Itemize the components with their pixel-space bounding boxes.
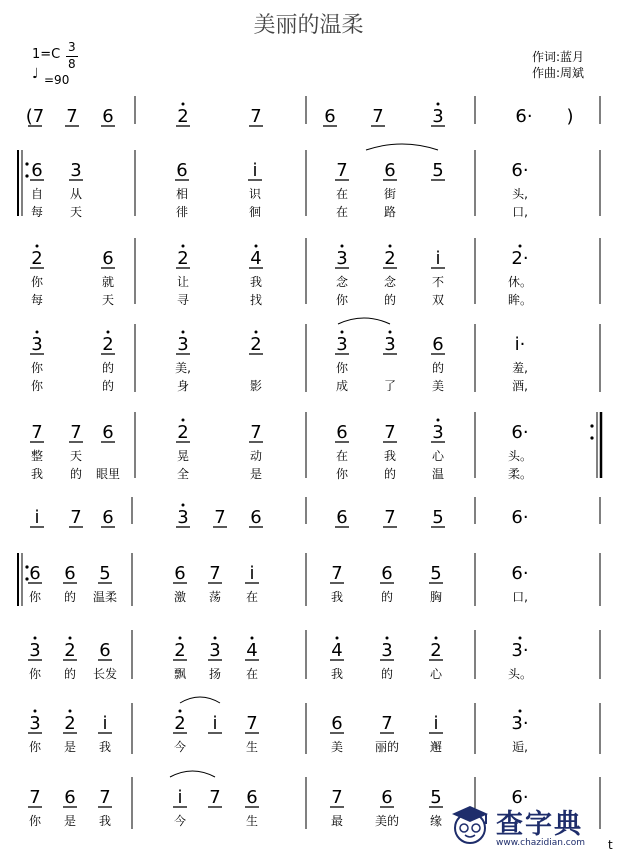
- lyric: 生: [245, 740, 259, 754]
- note: 7: [209, 563, 221, 584]
- note: 6·: [515, 106, 533, 127]
- slur: [180, 697, 220, 703]
- octave-dot: [34, 710, 37, 713]
- octave-dot: [435, 637, 438, 640]
- note: 6: [102, 248, 114, 269]
- note: 6·: [511, 160, 529, 181]
- note: i: [177, 787, 183, 808]
- octave-dot: [519, 710, 522, 713]
- lyric: 今: [173, 740, 187, 754]
- note: 7: [381, 713, 393, 734]
- note: 2: [384, 248, 396, 269]
- octave-dot: [182, 331, 185, 334]
- note: i: [102, 713, 108, 734]
- lyric: 酒,: [512, 379, 528, 393]
- lyric: 的: [383, 293, 397, 307]
- note: 2: [177, 106, 189, 127]
- lyric: 寻: [176, 293, 190, 307]
- note: 6: [102, 507, 114, 528]
- octave-dot: [182, 504, 185, 507]
- lyric: 的: [383, 467, 397, 481]
- lyric: 每: [30, 205, 44, 219]
- lyric: 双: [431, 293, 445, 307]
- note: 6: [384, 160, 396, 181]
- note: 6: [432, 334, 444, 355]
- note: ): [566, 106, 574, 127]
- slur: [170, 771, 215, 777]
- octave-dot: [519, 245, 522, 248]
- student-mascot-icon: [448, 802, 492, 846]
- lyric: 念: [335, 275, 349, 289]
- note: 6: [29, 563, 41, 584]
- quarter-note-icon: ♩: [32, 66, 39, 82]
- octave-dot: [386, 637, 389, 640]
- note: 6: [336, 422, 348, 443]
- lyric: 荡: [208, 590, 222, 604]
- note: 6: [64, 787, 76, 808]
- lyric: 是: [63, 740, 77, 754]
- lyric: 眸。: [507, 293, 533, 307]
- lyric: 的: [380, 667, 394, 681]
- note: 6: [31, 160, 43, 181]
- octave-dot: [179, 710, 182, 713]
- lyric: 你: [28, 590, 42, 604]
- lyric: 你: [30, 361, 44, 375]
- octave-dot: [389, 245, 392, 248]
- note: 3: [70, 160, 82, 181]
- note: 2: [31, 248, 43, 269]
- note: 7: [331, 787, 343, 808]
- note: i: [252, 160, 258, 181]
- note: 7: [331, 563, 343, 584]
- lyric: 我: [330, 590, 344, 604]
- lyric: 了: [383, 379, 397, 393]
- lyric: 在: [245, 590, 259, 604]
- note: 7: [70, 507, 82, 528]
- note: 6: [381, 563, 393, 584]
- note: 6: [324, 106, 336, 127]
- note: 2: [174, 640, 186, 661]
- note: 3: [29, 713, 41, 734]
- note: 6·: [511, 507, 529, 528]
- lyric: 我: [383, 449, 397, 463]
- note: 2: [250, 334, 262, 355]
- note: 7: [384, 422, 396, 443]
- lyric: 身: [176, 379, 190, 393]
- octave-dot: [389, 331, 392, 334]
- lyric: 你: [335, 361, 349, 375]
- note: 4: [250, 248, 262, 269]
- note: 6: [331, 713, 343, 734]
- lyric: 动: [249, 449, 263, 463]
- octave-dot: [36, 245, 39, 248]
- lyric: 识: [248, 187, 262, 201]
- note: 3: [29, 640, 41, 661]
- octave-dot: [255, 331, 258, 334]
- note: 6·: [511, 563, 529, 584]
- lyric: 是: [63, 814, 77, 828]
- note: (7: [25, 106, 45, 127]
- octave-dot: [255, 245, 258, 248]
- lyric: 的: [63, 667, 77, 681]
- note: 6: [64, 563, 76, 584]
- octave-dot: [437, 419, 440, 422]
- repeat-dot: [25, 162, 28, 165]
- lyric: 晃: [176, 449, 190, 463]
- lyric: 成: [335, 379, 349, 393]
- note: 6: [102, 106, 114, 127]
- note: 5: [99, 563, 111, 584]
- lyric: 羞,: [512, 361, 528, 375]
- lyric: 胸: [429, 590, 443, 604]
- lyric: 全: [176, 467, 190, 481]
- octave-dot: [179, 637, 182, 640]
- lyric: 生: [245, 814, 259, 828]
- lyric: 头。: [507, 667, 533, 681]
- octave-dot: [341, 245, 344, 248]
- note: 2: [64, 640, 76, 661]
- note: 5: [430, 787, 442, 808]
- note: i: [212, 713, 218, 734]
- lyricist-credit: 作词:蓝月: [532, 50, 585, 64]
- note: 7: [66, 106, 78, 127]
- note: 7: [250, 106, 262, 127]
- lyric: 影: [249, 379, 263, 393]
- note: 6: [246, 787, 258, 808]
- lyric: 缘: [429, 814, 443, 828]
- octave-dot: [182, 245, 185, 248]
- lyric: 让: [176, 275, 190, 289]
- lyric: 相: [175, 187, 189, 201]
- note: i: [34, 507, 40, 528]
- note: 3: [384, 334, 396, 355]
- octave-dot: [69, 710, 72, 713]
- lyric: 整: [30, 449, 44, 463]
- slur: [338, 318, 390, 324]
- lyric: 眼里: [95, 467, 121, 481]
- lyric: 在: [335, 187, 349, 201]
- lyric: 念: [383, 275, 397, 289]
- lyric: 美,: [175, 361, 191, 375]
- song-title: 美丽的温柔: [253, 13, 364, 38]
- lyric: 今: [173, 814, 187, 828]
- note: 3: [336, 248, 348, 269]
- note: 7: [29, 787, 41, 808]
- lyric: 飘: [173, 667, 187, 681]
- slur: [366, 144, 438, 150]
- lyric: 的: [431, 361, 445, 375]
- octave-dot: [437, 103, 440, 106]
- note: 6·: [511, 787, 529, 808]
- note: 5: [430, 563, 442, 584]
- lyric: 天: [69, 205, 83, 219]
- lyric: 徊: [248, 205, 262, 219]
- lyric: 心: [429, 667, 443, 681]
- note: 2·: [511, 248, 529, 269]
- lyric: 我: [98, 740, 112, 754]
- note: 3: [336, 334, 348, 355]
- octave-dot: [214, 637, 217, 640]
- lyric: 我: [30, 467, 44, 481]
- note: 2: [64, 713, 76, 734]
- note: 3: [177, 334, 189, 355]
- note: 3·: [511, 640, 529, 661]
- note: 3: [177, 507, 189, 528]
- lyric: 最: [330, 814, 344, 828]
- repeat-dot: [590, 424, 593, 427]
- lyric: 美: [330, 740, 344, 754]
- time-signature-bottom: 8: [68, 57, 76, 71]
- lyric: 美: [431, 379, 445, 393]
- lyric: 天: [101, 293, 115, 307]
- lyric: 我: [98, 814, 112, 828]
- lyric: 逅,: [512, 740, 528, 754]
- lyric: 你: [28, 814, 42, 828]
- note: 7: [384, 507, 396, 528]
- note: 2: [177, 248, 189, 269]
- lyric: 自: [30, 187, 44, 201]
- lyric: 我: [249, 275, 263, 289]
- lyric: 你: [335, 467, 349, 481]
- lyric: 找: [249, 293, 263, 307]
- lyric: 休。: [507, 275, 533, 289]
- lyric: 你: [335, 293, 349, 307]
- note: 3: [432, 422, 444, 443]
- lyric: 就: [101, 275, 115, 289]
- lyric: 柔。: [507, 467, 533, 481]
- note: 3·: [511, 713, 529, 734]
- lyric: 口,: [512, 205, 528, 219]
- note: i·: [514, 334, 526, 355]
- octave-dot: [182, 103, 185, 106]
- lyric: 不: [431, 275, 445, 289]
- lyric: 街: [383, 187, 397, 201]
- lyric: 我: [330, 667, 344, 681]
- repeat-dot: [25, 577, 28, 580]
- note: i: [435, 248, 441, 269]
- lyric: 是: [249, 467, 263, 481]
- note: 7: [250, 422, 262, 443]
- note: 4: [331, 640, 343, 661]
- note: 7: [246, 713, 258, 734]
- lyric: 头。: [507, 449, 533, 463]
- octave-dot: [182, 419, 185, 422]
- note: 7: [70, 422, 82, 443]
- lyric: 丽的: [374, 740, 400, 754]
- note: 7: [372, 106, 384, 127]
- note: 6: [336, 507, 348, 528]
- lyric: 心: [431, 449, 445, 463]
- lyric: 你: [28, 740, 42, 754]
- lyric: 天: [69, 449, 83, 463]
- repeat-dot: [590, 436, 593, 439]
- lyric: 在: [335, 205, 349, 219]
- note: i: [249, 563, 255, 584]
- note: 7: [99, 787, 111, 808]
- lyric: 路: [383, 205, 397, 219]
- lyric: 的: [101, 361, 115, 375]
- repeat-dot: [25, 565, 28, 568]
- note: 2: [430, 640, 442, 661]
- octave-dot: [36, 331, 39, 334]
- lyric: 扬: [208, 667, 222, 681]
- repeat-dot: [25, 174, 28, 177]
- lyric: 的: [380, 590, 394, 604]
- note: 7: [336, 160, 348, 181]
- note: 6·: [511, 422, 529, 443]
- lyric: 邂: [429, 740, 443, 754]
- note: 3: [31, 334, 43, 355]
- note: 2: [174, 713, 186, 734]
- octave-dot: [69, 637, 72, 640]
- lyric: 在: [245, 667, 259, 681]
- octave-dot: [251, 637, 254, 640]
- octave-dot: [519, 637, 522, 640]
- note: 7: [31, 422, 43, 443]
- note: 6: [174, 563, 186, 584]
- note: 6: [99, 640, 111, 661]
- logo-url-text: www.chazidian.com: [496, 838, 586, 848]
- lyric: 在: [335, 449, 349, 463]
- note: 3: [209, 640, 221, 661]
- note: 4: [246, 640, 258, 661]
- lyric: 温柔: [92, 590, 118, 604]
- lyric: 激: [173, 590, 187, 604]
- lyric: 头,: [512, 187, 528, 201]
- lyric: 每: [30, 293, 44, 307]
- octave-dot: [336, 637, 339, 640]
- time-signature-top: 3: [68, 40, 76, 54]
- lyric: 的: [101, 379, 115, 393]
- note: 6: [250, 507, 262, 528]
- tempo-value: =90: [44, 73, 70, 87]
- octave-dot: [34, 637, 37, 640]
- note: 3: [432, 106, 444, 127]
- lyric: 长发: [92, 667, 118, 681]
- octave-dot: [341, 331, 344, 334]
- note: 3: [381, 640, 393, 661]
- lyric: 你: [28, 667, 42, 681]
- octave-dot: [107, 331, 110, 334]
- composer-credit: 作曲:周斌: [532, 66, 585, 80]
- note: 2: [102, 334, 114, 355]
- key-signature: 1=C: [32, 47, 61, 62]
- note: 5: [432, 507, 444, 528]
- lyric: 的: [69, 467, 83, 481]
- logo-brand-text: 查字典: [496, 809, 583, 840]
- lyric: 口,: [512, 590, 528, 604]
- note: 6: [176, 160, 188, 181]
- note: i: [433, 713, 439, 734]
- lyric: 徘: [175, 205, 189, 219]
- note: 7: [214, 507, 226, 528]
- site-logo: [446, 800, 610, 854]
- note: 7: [209, 787, 221, 808]
- lyric: 你: [30, 275, 44, 289]
- lyric: 从: [69, 187, 83, 201]
- lyric: 温: [431, 467, 445, 481]
- note: 6: [381, 787, 393, 808]
- lyric: 的: [63, 590, 77, 604]
- lyric: 你: [30, 379, 44, 393]
- note: 6: [102, 422, 114, 443]
- lyric: 美的: [374, 814, 400, 828]
- note: 5: [432, 160, 444, 181]
- trailing-char: t: [608, 838, 613, 852]
- note: 2: [177, 422, 189, 443]
